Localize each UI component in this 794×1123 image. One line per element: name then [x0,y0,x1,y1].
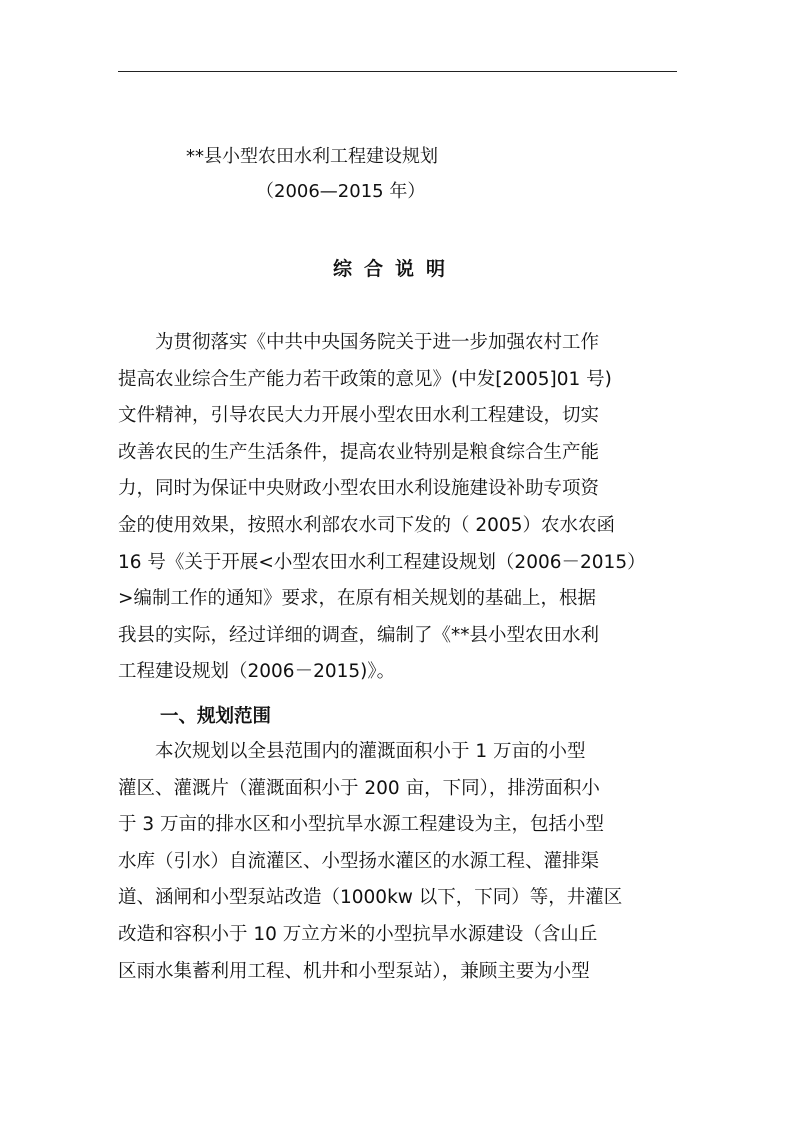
paragraph-line: 水库（引水）自流灌区、小型扬水灌区的水源工程、灌排渠 [118,850,600,872]
heading-planning-scope: 一、规划范围 [160,706,272,727]
paragraph-line: 我县的实际，经过详细的调查，编制了《**县小型农田水利 [118,624,600,646]
paragraph-line: 16 号《关于开展<小型农田水利工程建设规划（2006－2015） [118,551,646,573]
paragraph-line: 工程建设规划（2006－2015)》。 [118,661,396,683]
paragraph-line: 力，同时为保证中央财政小型农田水利设施建设补助专项资 [118,478,600,500]
paragraph-line: 于 3 万亩的排水区和小型抗旱水源工程建设为主，包括小型 [118,814,605,836]
document-title: **县小型农田水利工程建设规划 [186,146,438,167]
header-rule [118,71,677,72]
paragraph-line: 灌区、灌溉片（灌溉面积小于 200 亩，下同），排涝面积小 [118,777,600,799]
paragraph-line: 本次规划以全县范围内的灌溉面积小于 1 万亩的小型 [118,741,586,762]
paragraph-line: 金的使用效果，按照水利部农水司下发的（ 2005）农水农函 [118,514,615,536]
paragraph-line: >编制工作的通知》要求，在原有相关规划的基础上，根据 [118,588,597,610]
paragraph-line: 文件精神，引导农民大力开展小型农田水利工程建设，切实 [118,405,600,427]
paragraph-1 [118,325,680,691]
paragraph-line: 为贯彻落实《中共中央国务院关于进一步加强农村工作 [118,332,600,353]
document-period: （2006—2015 年） [256,181,426,202]
paragraph-line: 改善农民的生产生活条件，提高农业特别是粮食综合生产能 [118,441,600,463]
paragraph-line: 改造和容积小于 10 万立方米的小型抗旱水源建设（含山丘 [118,923,598,945]
paragraph-2 [118,734,680,990]
section-title: 综合说明 [333,258,458,280]
paragraph-line: 道、涵闸和小型泵站改造（1000kw 以下，下同）等，井灌区 [118,887,623,909]
paragraph-line: 提高农业综合生产能力若干政策的意见》(中发[2005]01 号) [118,368,612,390]
paragraph-line: 区雨水集蓄利用工程、机井和小型泵站），兼顾主要为小型 [118,960,590,982]
